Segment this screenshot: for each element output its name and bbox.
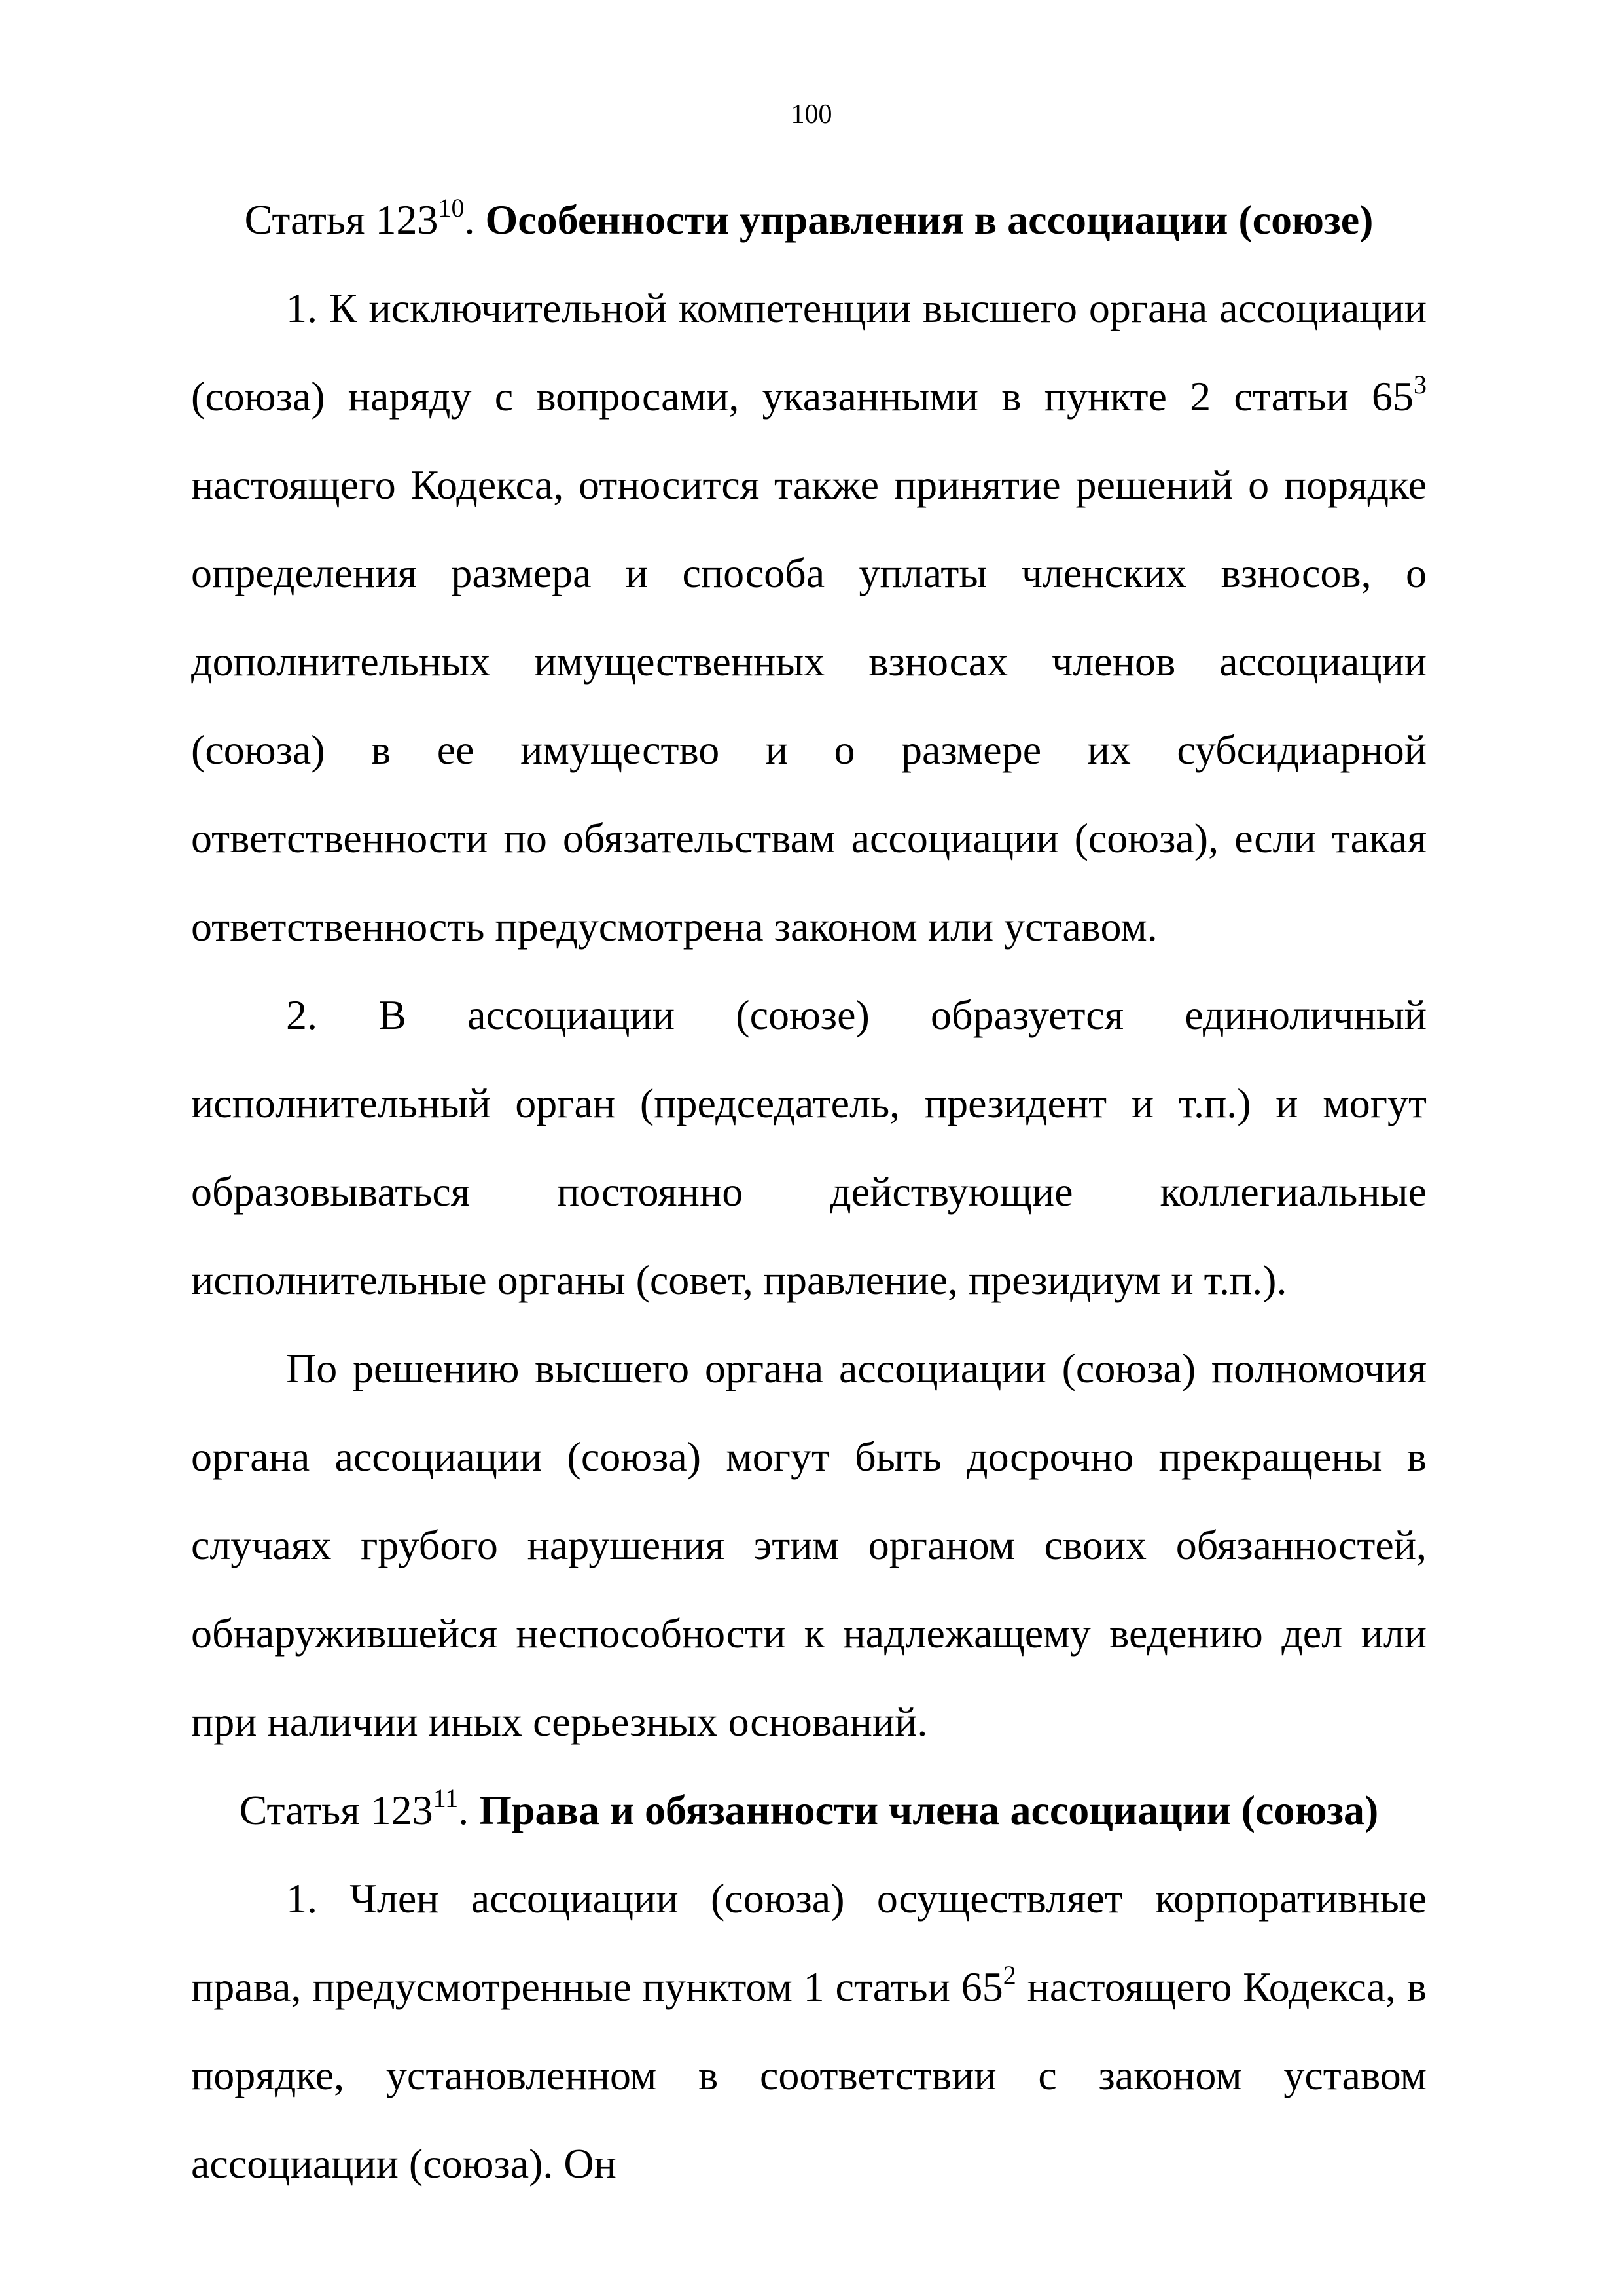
paragraph-text: 1. К исключительной компетенции высшего органа ассоциации (союза) наряду с вопросами, указанными в пункте 2 статьи 65: [191, 285, 1427, 420]
article-reference-superscript: 2: [1003, 1960, 1016, 1990]
article-123-11-paragraph-1: [191, 1854, 1427, 2208]
article-123-11-heading: [191, 1766, 1427, 1854]
article-title: Особенности управления в ассоциации (союзе): [485, 196, 1374, 243]
article-number-superscript: 11: [433, 1784, 459, 1813]
article-number: Статья 123: [239, 1787, 433, 1833]
article-123-10-paragraph-1: [191, 264, 1427, 971]
article-123-10-heading: [191, 175, 1427, 264]
article-123-10-paragraph-2: 2. В ассоциации (союзе) образуется единоличный исполнительный орган (председатель, президент и т.п.) и могут образовываться постоянно действующие коллегиальные исполнительные органы (совет, правление, президиум и т.п.).: [191, 992, 1427, 1303]
article-number-superscript: 10: [438, 193, 465, 223]
article-number-dot: .: [464, 196, 486, 243]
paragraph-text-continued: настоящего Кодекса, в порядке, установленном в соответствии с законом уставом ассоциации (союза). Он: [191, 1964, 1427, 2187]
paragraph-text-continued: настоящего Кодекса, относится также принятие решений о порядке определения размера и способа уплаты членских взносов, о дополнительных имущественных взносах членов ассоциации (союза) в ее имущество и о размере их субсидиарной ответственности по обязательствам ассоциации (союза), если такая ответственность предусмотрена законом или уставом.: [191, 461, 1427, 950]
article-title: Права и обязанности члена ассоциации (союза): [479, 1787, 1379, 1833]
document-body: [191, 175, 1427, 2208]
paragraph-text: 1. Член ассоциации (союза) осуществляет корпоративные права, предусмотренные пунктом 1 статьи 65: [191, 1875, 1427, 2010]
article-123-10-paragraph-3: По решению высшего органа ассоциации (союза) полномочия органа ассоциации (союза) могут быть досрочно прекращены в случаях грубого нарушения этим органом своих обязанностей, обнаружившейся неспособности к надлежащему ведению дел или при наличии иных серьезных оснований.: [191, 1345, 1427, 1745]
article-number-dot: .: [458, 1787, 480, 1833]
article-reference-superscript: 3: [1414, 370, 1427, 399]
page-number: 100: [791, 99, 832, 130]
article-number: Статья 123: [244, 196, 438, 243]
